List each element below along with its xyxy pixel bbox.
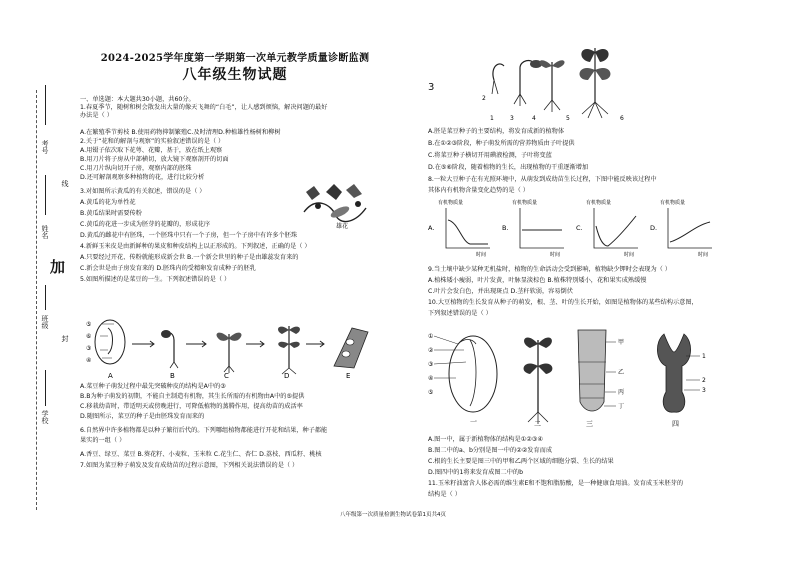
q4-options-cd: C.新会世是由子房发育来的 D.胚珠内的受精卵发育成种子的胚乳 <box>80 265 256 272</box>
binding-label-xian: 线 <box>61 180 69 187</box>
q8-text: 8.一粒大豆种子在有光照环境中，从萌发到成幼苗生长过程，下图中能反映该过程中 <box>428 176 657 183</box>
q9-options-ab: A.植株矮小瘦弱，叶片发黄，叶脉显淡棕色 B.植株特别矮小，花和果实成熟缓慢 <box>428 277 647 284</box>
binding-blank-xingming <box>45 175 46 215</box>
q10-option-d: D.图四中的1将来发育成图二中的b <box>428 469 524 476</box>
page-footer: 八年级第一次质量检测生物试卷第1页共4页 <box>340 512 446 518</box>
q6-text-2: 果实的一组（ ） <box>80 437 126 444</box>
q8-text-2: 其体内有机物含量变化趋势的是（ ） <box>428 187 529 194</box>
figure-three <box>578 330 624 428</box>
q1-text: 1.春夏季节，随树和树会散发出大量的像天飞舞的“白毛”，让人感到烦恼，解决问题的最好 <box>80 104 328 111</box>
q4-text: 4.新鲜玉米皮是由新鲜种的果皮和种皮结构上以正形成的。下列叙述，正确的是（ ） <box>80 243 311 250</box>
fig10-num-5: ⑤ <box>428 389 434 396</box>
fig7-num-2: 2 <box>482 95 486 102</box>
fig7-num-5: 5 <box>566 115 570 122</box>
binding-label-xuexiao: 学校 <box>41 410 49 424</box>
q1-text-2: 办法是（ ） <box>80 112 113 119</box>
graph-b <box>502 199 564 258</box>
q10-figures <box>428 322 718 428</box>
q10-text-2: 下列叙述错误的是（ ） <box>428 310 492 317</box>
q10-option-b: B.图二中的a、b分别是图一中的②②发育而成 <box>428 447 553 454</box>
graph-a <box>428 199 490 258</box>
graph-b-xlabel: 时间 <box>550 252 561 258</box>
q5-option-b: B.B为种子萌发的初期，不能自主制造有机物，其生长所需的有机物由A中的⑤提供 <box>80 393 305 400</box>
binding-label-banji: 班级 <box>41 315 49 329</box>
binding-line <box>36 90 37 510</box>
page-mark: 3 <box>428 82 435 93</box>
fig4-num-1: 1 <box>702 353 706 360</box>
q6-text: 6.自然界中许多植物都是以种子繁衍后代的。下列哪组植物都能进行开花和结果，种子都能 <box>80 427 328 434</box>
figure-one <box>428 333 497 426</box>
line-section-header: 一、单选题：本大题共30小题，共60分。 <box>80 96 195 103</box>
figure-four-label: 四 <box>672 420 679 428</box>
fig5-num-6: ⑥ <box>86 333 92 340</box>
zone-ding: 丁 <box>618 403 625 410</box>
binding-blank-xuexiao <box>45 370 46 406</box>
q5-option-d: D.随图所示，菜豆的种子是由胚珠发育而来的 <box>80 413 205 420</box>
q2-option-c: C.用刀片纵向切开子房，观察内部的胚珠 <box>80 165 192 172</box>
q5-option-c: C.移栽幼苗时，带适明天或傍晚进行，可降低植物的蒸腾作用，提高幼苗的成活率 <box>80 403 303 410</box>
figure-two <box>524 337 553 428</box>
fig5-num-3: ③ <box>86 345 92 352</box>
fig5-label-b: B <box>170 372 175 380</box>
q11-text-2: 结构是（ ） <box>428 491 461 498</box>
q6-options: A.香豆、绿豆、菜豆 B.葵花籽、小麦粒、玉米粒 C.花生仁、杏仁 D.荔枝、西瓜籽、桃核 <box>80 451 322 458</box>
binding-label-kaohao: 考号 <box>41 140 49 154</box>
fig10-num-1: ① <box>428 333 434 340</box>
fig5-label-c: C <box>224 372 229 380</box>
graph-d-ylabel: 有机物质量 <box>660 200 686 206</box>
figure-four <box>657 334 706 428</box>
figure-two-label: 二 <box>534 420 541 428</box>
figure-one-label: 一 <box>470 418 477 426</box>
q2-option-d: D.还可解剖观察多种植物的花，进行比较分析 <box>80 174 205 181</box>
seedling-figure <box>480 40 640 122</box>
q1-options: A.在繁殖季节剪枝 B.使用药物抑制繁殖C.及时清理D.种植雄性杨树和柳树 <box>80 129 281 136</box>
fig7-num-3: 3 <box>510 115 514 122</box>
binding-blank-banji <box>45 285 46 310</box>
graph-b-ylabel: 有机物质量 <box>512 200 538 206</box>
q10-option-c: C.根的生长主要是图三中的甲和乙两个区域的细胞分裂、生长的结果 <box>428 458 614 465</box>
graph-c-xlabel: 时间 <box>624 252 635 258</box>
graph-c-label: C. <box>576 224 583 232</box>
graph-c <box>576 199 638 258</box>
zone-bing: 丙 <box>618 389 625 396</box>
q3-option-d: D.黄瓜的雌花中有胚珠，一个胚珠中只有一个子房，但一个子房中有许多个胚珠 <box>80 232 298 239</box>
binding-label-feng: 封 <box>61 335 69 342</box>
fig5-label-a: A <box>108 372 113 380</box>
q9-options-cd: C.叶片会发白色，并出现斑点 D.茎秆软弱，容易倒伏 <box>428 288 573 295</box>
q3-text: 3.对如图所示黄瓜的有关叙述，错误的是（ ） <box>80 188 206 195</box>
q3-option-a: A.黄瓜的花为单性花 <box>80 199 136 206</box>
fig7-num-4: 4 <box>532 115 536 122</box>
q2-option-a: A.用镊子依次取下花萼、花瓣，基于，放在纸上观察 <box>80 147 223 154</box>
q10-option-a: A.图一中，属于新植物体的结构是①②③④ <box>428 436 543 443</box>
graph-a-label: A. <box>428 224 435 232</box>
fig7-num-1: 1 <box>490 115 494 122</box>
cucumber-label: 雄花 <box>336 223 349 230</box>
fig5-num-5: ⑤ <box>86 321 92 328</box>
q3-option-c: C.黄瓜的花进一步成为胚芽的花瓣的，形成花序 <box>80 221 211 228</box>
figure-three-label: 三 <box>586 420 593 428</box>
q3-option-b: B.黄瓜结果时需要传粉 <box>80 210 142 217</box>
q9-text: 9.当土壤中缺少某种无机盐时，植物的生命活动会受到影响，植物缺少钾时会表现为（ ） <box>428 266 671 273</box>
exam-subtitle: 八年级生物试题 <box>182 67 288 83</box>
fig5-label-d: D <box>284 372 290 380</box>
fig10-num-3: ③ <box>428 361 434 368</box>
fig7-num-6: 6 <box>620 115 624 122</box>
q4-options-ab: A.只要经过开花、传粉就能形成新会世 B.一个新会世里的种子是由雄蕊发育来的 <box>80 254 299 261</box>
fig10-num-4: ④ <box>428 375 434 382</box>
graph-c-ylabel: 有机物质量 <box>586 200 612 206</box>
q5-option-a: A.菜豆种子萌发过程中最先突破种皮的结构是A中的③ <box>80 383 226 390</box>
zone-jia: 甲 <box>618 339 625 346</box>
q8-graphs <box>428 198 720 258</box>
q7-option-d: D.在⑤⑥阶段，随着植物的生长，出现植物的干重逐渐增加 <box>428 164 589 171</box>
graph-d-xlabel: 时间 <box>698 252 709 258</box>
q7-option-b: B.在①②③阶段，种子萌发所需的营养物质由子叶提供 <box>428 140 575 147</box>
zone-yi: 乙 <box>618 369 625 376</box>
fig5-num-4: ④ <box>86 357 92 364</box>
graph-d-label: D. <box>650 224 658 232</box>
graph-a-ylabel: 有机物质量 <box>438 200 464 206</box>
q7-option-c: C.将菜豆种子横切开用碘液检测，子叶将变蓝 <box>428 152 552 159</box>
q5-text: 5.如图所描述的是菜豆的一生。下列叙述错误的是（ ） <box>80 276 231 283</box>
fig10-num-2: ② <box>428 347 434 354</box>
q2-text: 2.关于“花和的解剖与观察”的实验叙述错误的是（ ） <box>80 138 225 145</box>
binding-blank-kaohao <box>45 85 46 125</box>
fig4-num-2: 2 <box>702 377 706 384</box>
graph-d <box>650 199 712 258</box>
fig4-num-3: 3 <box>702 387 706 394</box>
q10-text: 10.大豆植物的生长发育从种子的萌发，根、茎、叶的生长开始，如图是植物体的某些结构示意图， <box>428 299 698 306</box>
q2-option-b: B.用刀片将子房从中部横切，放大镜下观察剖开的切面 <box>80 156 229 163</box>
q7-text: 7.如图为菜豆种子萌发及发育成幼苗的过程示意图，下列相关说法错误的是（ ） <box>80 462 299 469</box>
fig5-label-e: E <box>346 372 351 380</box>
cucumber-figure <box>296 182 374 230</box>
q11-text: 11.玉米籽油富含人体必需的维生素E和不饱和脂肪酸，是一种健康食用油。发育成玉米胚芽的 <box>428 480 684 487</box>
exam-title: 2024-2025学年度第一学期第一次单元教学质量诊断监测 <box>100 53 370 64</box>
q7-option-a: A.胚是菜豆种子的主要结构，将发育成新的植物体 <box>428 128 565 135</box>
binding-label-xingming: 姓名 <box>41 225 49 239</box>
graph-b-label: B. <box>502 224 509 232</box>
graph-a-xlabel: 时间 <box>476 252 487 258</box>
binding-label-jia: 加 <box>50 258 66 276</box>
bean-lifecycle-figure <box>84 310 384 382</box>
